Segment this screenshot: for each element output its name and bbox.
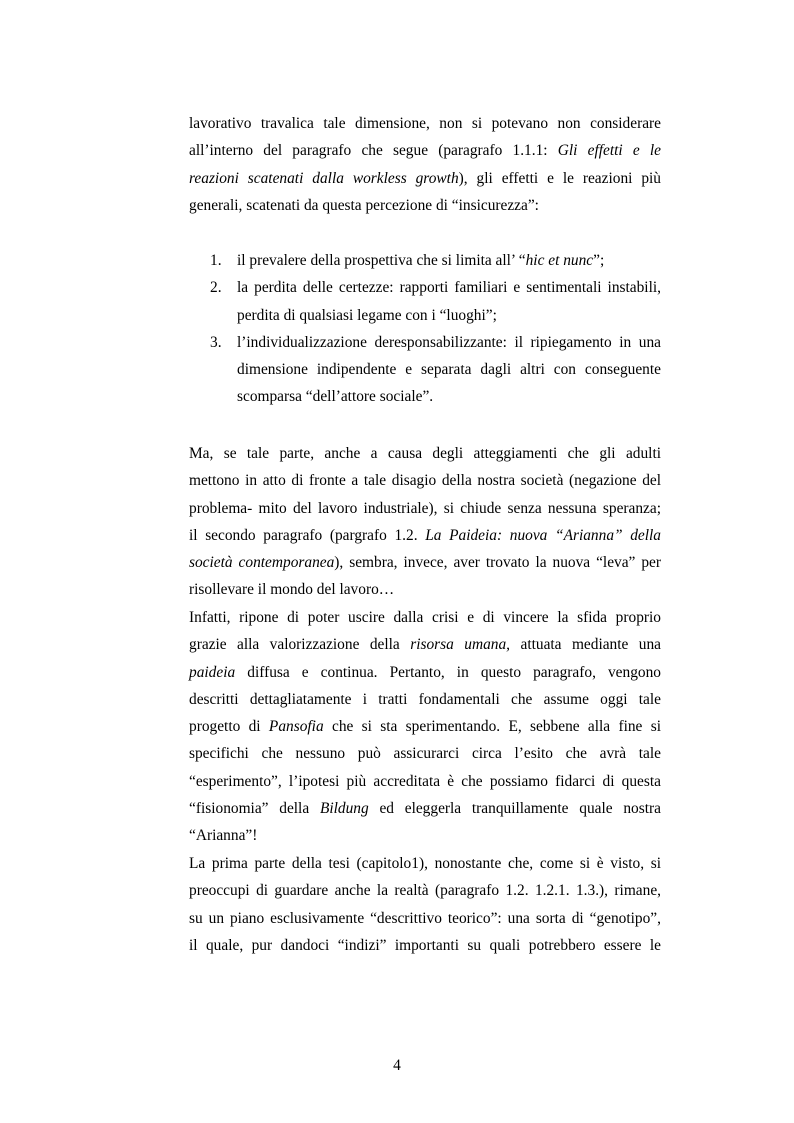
text-line: Infatti, ripone di poter uscire dalla crisi e di vincere la sfida proprio bbox=[189, 609, 661, 626]
text-line: reazioni scatenati dalla workless growth), gli effetti e le reazioni più bbox=[189, 169, 661, 187]
text-line: paideia diffusa e continua. Pertanto, in questo paragrafo, vengono bbox=[189, 663, 661, 681]
list-item-continuation: dimensione indipendente e separata dagli altri con conseguente bbox=[237, 361, 661, 379]
text-line: La prima parte della tesi (capitolo1), nonostante che, come si è visto, si bbox=[189, 855, 661, 872]
text-line: problema- mito del lavoro industriale), si chiude senza nessuna speranza; bbox=[189, 499, 661, 517]
list-item-continuation: perdita di qualsiasi legame con i “luoghi”; bbox=[237, 306, 497, 324]
text-line: grazie alla valorizzazione della risorsa umana, attuata mediante una bbox=[189, 636, 662, 654]
text-line: mettono in atto di fronte a tale disagio della nostra società (negazione del bbox=[189, 472, 661, 490]
paragraph-ma bbox=[189, 440, 661, 604]
text-line: società contemporanea), sembra, invece, aver trovato la nuova “leva” per bbox=[189, 554, 661, 572]
text-line: lavorativo travalica tale dimensione, non si potevano non considerare bbox=[189, 115, 661, 132]
paragraph-intro bbox=[189, 110, 661, 219]
text-line: “esperimento”, l’ipotesi più accreditata è che possiamo fidarci di questa bbox=[189, 772, 661, 790]
text-line: il quale, pur dandoci “indizi” importanti su quali potrebbero essere le bbox=[189, 936, 661, 954]
text-line: “fisionomia” della Bildung ed eleggerla tranquillamente quale nostra bbox=[189, 800, 661, 818]
text-line: “Arianna”! bbox=[189, 827, 258, 845]
text-line: all’interno del paragrafo che segue (paragrafo 1.1.1: Gli effetti e le bbox=[189, 142, 661, 160]
text-line: progetto di Pansofia che si sta sperimentando. E, sebbene alla fine si bbox=[189, 718, 661, 736]
text-line: specifichi che nessuno può assicurarci circa l’esito che avrà tale bbox=[189, 745, 661, 763]
text-line: il secondo paragrafo (pargrafo 1.2. La Paideia: nuova “Arianna” della bbox=[189, 526, 661, 544]
list-item-continuation: scomparsa “dell’attore sociale”. bbox=[237, 388, 434, 406]
numbered-list bbox=[210, 247, 661, 411]
paragraph-prima bbox=[189, 850, 661, 959]
list-item: 3. l’individualizzazione deresponsabilizzante: il ripiegamento in una bbox=[210, 333, 661, 351]
text-line: preoccupi di guardare anche la realtà (paragrafo 1.2. 1.2.1. 1.3.), rimane, bbox=[189, 882, 661, 900]
text-line: su un piano esclusivamente “descrittivo teorico”: una sorta di “genotipo”, bbox=[189, 909, 661, 927]
list-item: 2. la perdita delle certezze: rapporti familiari e sentimentali instabili, bbox=[210, 279, 661, 297]
page-number: 4 bbox=[393, 1057, 401, 1074]
list-item: 1. il prevalere della prospettiva che si limita all’ “hic et nunc”; bbox=[210, 252, 605, 269]
text-line: generali, scatenati da questa percezione di “insicurezza”: bbox=[189, 196, 539, 214]
text-line: Ma, se tale parte, anche a causa degli atteggiamenti che gli adulti bbox=[189, 445, 661, 462]
text-line: descritti dettagliatamente i tratti fondamentali che assume oggi tale bbox=[189, 690, 661, 708]
text-line: risollevare il mondo del lavoro… bbox=[189, 581, 395, 599]
paragraph-infatti bbox=[189, 604, 661, 850]
